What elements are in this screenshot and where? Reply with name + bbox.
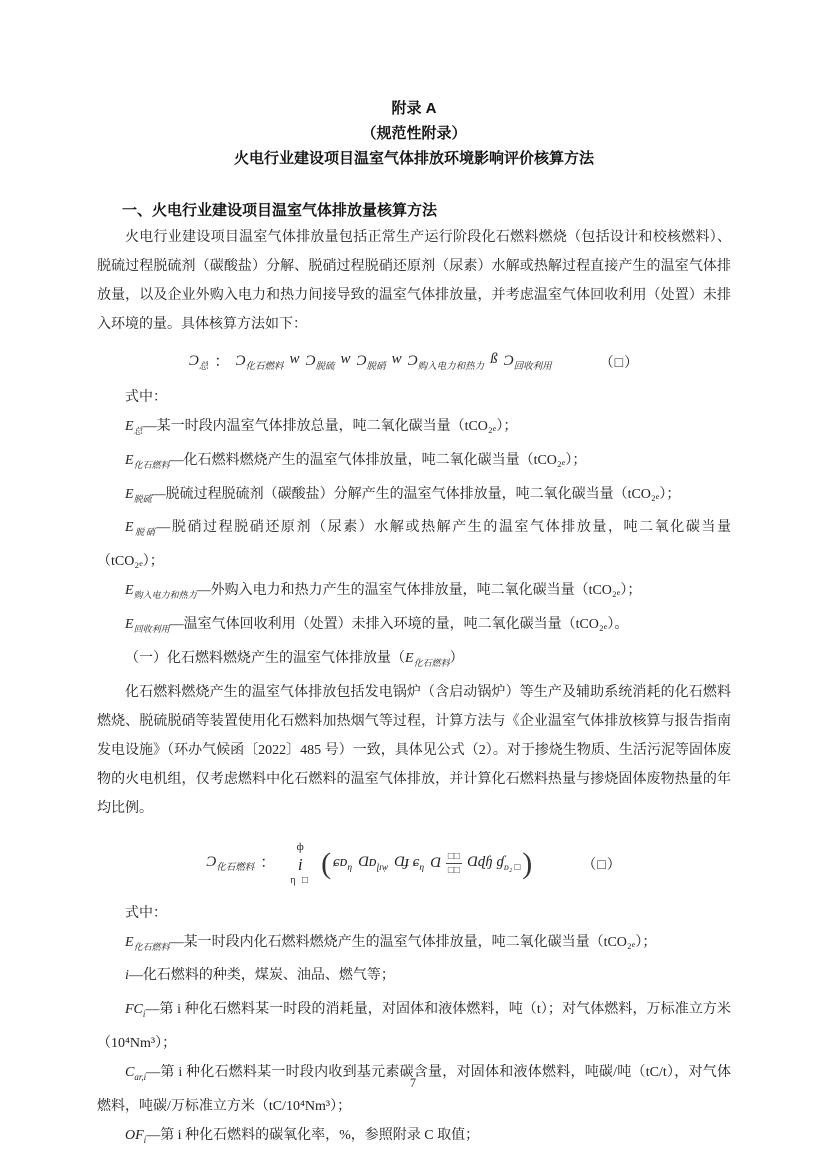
definition-text: —化石燃料的种类，煤炭、油品、燃气等；: [128, 968, 395, 984]
where-label-1: 式中：: [125, 390, 167, 405]
definition-text: —化石燃料燃烧产生的温室气体排放量，吨二氧化碳当量（tCO₂ₑ）；: [169, 452, 587, 468]
paragraph-intro: 火电行业建设项目温室气体排放量包括正常生产运行阶段化石燃料燃烧（包括设计和校核燃料）、脱硫过程脱硫剂（碳酸盐）分解、脱硝过程脱硝还原剂（尿素）水解或热解过程直接产生的温室气体排放量，以及企业外购入电力和热力间接导致的温室气体排放量，并考虑温室气体回收利用（处置）未排入环境的量。具体核算方法如下：: [97, 230, 731, 332]
var-e-total: $Ɔ_总$: [188, 352, 209, 372]
left-parenthesis: (: [321, 846, 332, 880]
appendix-note: （规范性附录）: [361, 125, 467, 142]
where-label-2: 式中：: [125, 905, 167, 921]
var-e-recycled: $Ɔ_{回收利用}$: [503, 352, 552, 372]
minus-operator: ß: [490, 350, 498, 367]
term-oxidation-rate: Ɑɟ ɕ$_\eta$: [394, 854, 425, 874]
var-e-denitration: $Ɔ_{脱硝}$: [356, 352, 386, 372]
definition-carbon-content: $C_{ar,i}—$第 i 种化石燃料某一时段内收到基元素碳含量，对固体和液体燃料，吨碳/吨（tC/t），对气体燃料，吨碳/万标准立方米（tC/10⁴Nm³）；: [97, 1064, 731, 1114]
definition-e-total: $E_总—$某一时段内温室气体排放总量，吨二氧化碳当量（tCO₂ₑ）；: [125, 419, 518, 436]
equals-sign: ：: [214, 353, 230, 370]
section-heading: 一、火电行业建设项目温室气体排放量核算方法: [122, 202, 438, 219]
definition-e-fossil-fuel: $E_{化石燃料}—$化石燃料燃烧产生的温室气体排放量，吨二氧化碳当量（tCO₂ₑ）；: [125, 452, 587, 470]
definition-e-desulfurization: $E_{脱硫}—$脱硫过程脱硫剂（碳酸盐）分解产生的温室气体排放量，吨二氧化碳当量（tCO₂ₑ）；: [125, 486, 681, 504]
definition-fuel-consumption: $FC_i—$第 i 种化石燃料某一时段的消耗量，对固体和液体燃料，吨（t）；对气体燃料，万标准立方米（10⁴Nm³）；: [97, 1002, 731, 1051]
right-parenthesis: ): [522, 846, 533, 880]
fraction-44-12: $\frac{□□}{□□}$: [447, 850, 460, 877]
title-block: [97, 96, 731, 171]
definition-text: —第 i 种化石燃料的碳氧化率，%，参照附录 C 取值；: [146, 1127, 480, 1143]
definition-text: —某一时段内化石燃料燃烧产生的温室气体排放量，吨二氧化碳当量（tCO₂ₑ）；: [169, 934, 657, 950]
definition-text: —某一时段内温室气体排放总量，吨二氧化碳当量（tCO₂ₑ）；: [142, 419, 518, 434]
page-content: [97, 0, 731, 1155]
times-operator: Ɑ: [430, 855, 441, 872]
definition-e-recycling: $E_{回收利用}—$温室气体回收利用（处置）未排入环境的量，吨二氧化碳当量（tCO₂ₑ）。: [125, 616, 629, 634]
definition-e-fossil-2: $E_{化石燃料}—$某一时段内化石燃料燃烧产生的温室气体排放量，吨二氧化碳当量（tCO₂ₑ）；: [125, 934, 657, 952]
definition-text: —第 i 种化石燃料某一时段的消耗量，对固体和液体燃料，吨（t）；对气体燃料，万标准立方米（10⁴Nm³）；: [97, 1002, 731, 1051]
formula-number: （□）: [599, 356, 640, 371]
appendix-label: 附录 A: [391, 100, 437, 117]
definition-text: —脱硝过程脱硝还原剂（尿素）水解或热解产生的温室气体排放量，吨二氧化碳当量（tCO₂ₑ）；: [97, 520, 731, 570]
plus-operator: w: [391, 350, 402, 367]
term-fuel-consumption: ɕᴅ$_\eta$: [333, 854, 353, 874]
definition-e-denitration: $E_{脱硝}—$脱硝过程脱硝还原剂（尿素）水解或热解产生的温室气体排放量，吨二氧化碳当量（tCO₂ₑ）；: [97, 520, 731, 570]
definition-fuel-type: i—化石燃料的种类，煤炭、油品、燃气等；: [125, 968, 395, 984]
var-e-desulfurization: $Ɔ_{脱硫}$: [305, 352, 335, 372]
term-carbon-content: Ɑᴅ$_{ɭɪẉ}$: [358, 854, 389, 874]
definition-e-purchased-power-heat: $E_{购入电力和热力}—$外购入电力和热力产生的温室气体排放量，吨二氧化碳当量（tCO₂ₑ）；: [125, 583, 642, 600]
plus-operator: w: [289, 350, 300, 367]
definition-text: —脱硫过程脱硫剂（碳酸盐）分解产生的温室气体排放量，吨二氧化碳当量（tCO₂ₑ）；: [151, 486, 681, 502]
var-e-purchased: $Ɔ_{购入电力和热力}$: [407, 352, 485, 372]
definition-oxidation-rate: $OF_i—$第 i 种化石燃料的碳氧化率，%，参照附录 C 取值；: [125, 1127, 480, 1145]
definition-text: —外购入电力和热力产生的温室气体排放量，吨二氧化碳当量（tCO₂ₑ）；: [196, 583, 642, 599]
plus-operator: w: [340, 350, 351, 367]
var-e-fossil: $Ɔ_{化石燃料}$: [235, 352, 284, 372]
definition-text: —温室气体回收利用（处置）未排入环境的量，吨二氧化碳当量（tCO₂ₑ）。: [169, 616, 629, 632]
var-e-fossil-lhs: $Ɔ_{化石燃料}$: [206, 854, 255, 874]
definition-text: —第 i 种化石燃料某一时段内收到基元素碳含量，对固体和液体燃料，吨碳/吨（tC/t），对气体燃料，吨碳/万标准立方米（tC/10⁴Nm³）；: [97, 1064, 731, 1114]
summation-symbol: ф i η □: [290, 840, 311, 886]
formula-total-emissions: [97, 346, 731, 378]
subsection-1-heading: （一）化石燃料燃烧产生的温室气体排放量$(E_{化石燃料})$: [125, 650, 464, 668]
term-gwp: Ɑɖɧ ɠ$_{ᴅ_2 □}$: [466, 854, 521, 874]
document-title: 火电行业建设项目温室气体排放环境影响评价核算方法: [233, 150, 594, 167]
formula-number: （□）: [582, 857, 622, 873]
formula-fossil-fuel: [97, 835, 731, 893]
page-number: 7: [409, 1076, 417, 1090]
paragraph-fossil-fuel: 化石燃料燃烧产生的温室气体排放包括发电锅炉（含启动锅炉）等生产及辅助系统消耗的化石燃料燃烧、脱硫脱硝等装置使用化石燃料加热烟气等过程，计算方法与《企业温室气体排放核算与报告指南 发电设施》（环办气候函〔2022〕485 号）一致，具体见公式（2）。对于掺烧生物质、生活污泥等固体废物的火电机组，仅考虑燃料中化石燃料的温室气体排放，并计算化石燃料热量与掺烧固体废物热量的年均比例。: [97, 684, 731, 816]
equals-sign: ：: [260, 855, 276, 872]
